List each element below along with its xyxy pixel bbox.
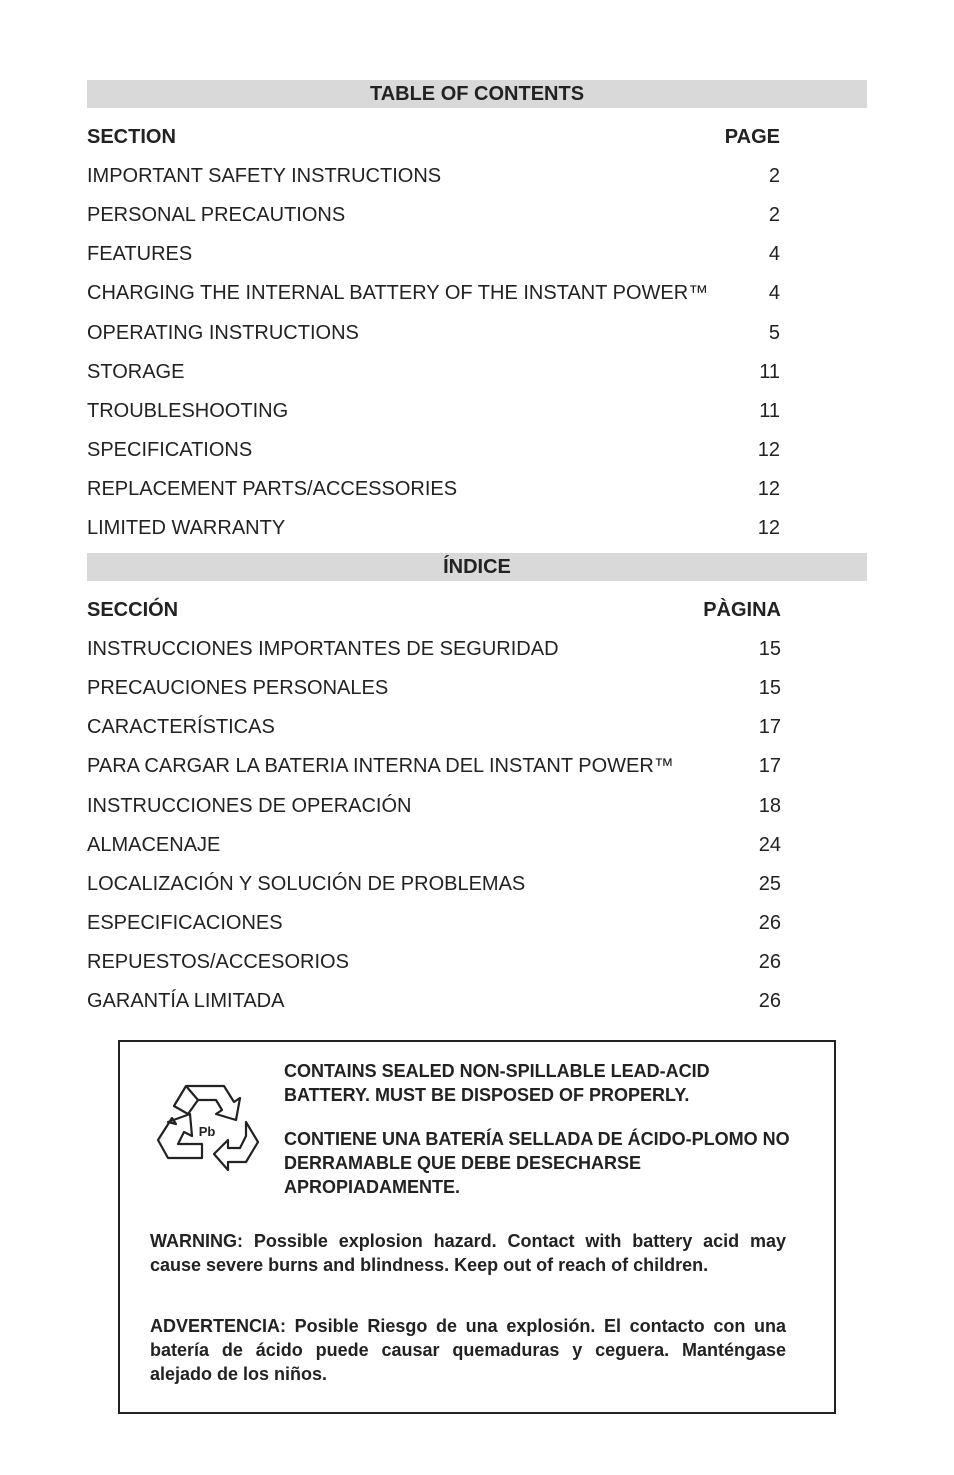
toc-entry-page: 12	[757, 516, 780, 539]
toc-entry-page: 17	[758, 716, 781, 739]
toc-entry-page: 24	[758, 833, 781, 856]
toc-entry[interactable]	[87, 392, 780, 431]
toc-entry-label: GARANTÍA LIMITADA	[87, 989, 285, 1012]
toc-header-row	[87, 118, 780, 157]
toc-entry-label: LOCALIZACIÓN Y SOLUCIÓN DE PROBLEMAS	[87, 872, 526, 895]
toc-entry-label: ALMACENAJE	[87, 833, 221, 856]
toc-entry-page: 4	[768, 243, 780, 266]
toc-entry-label: OPERATING INSTRUCTIONS	[87, 321, 359, 344]
toc-entry-page: 15	[758, 638, 781, 661]
toc-entry-label: CHARGING THE INTERNAL BATTERY OF THE INSTANT POWER™	[87, 282, 709, 305]
toc-entry-label: STORAGE	[87, 360, 185, 383]
toc-entry-page: 11	[759, 360, 780, 383]
toc-entry-page: 26	[758, 989, 781, 1012]
toc-entry[interactable]	[87, 630, 781, 669]
toc-entry-page: 12	[757, 477, 780, 500]
toc-entry-label: REPUESTOS/ACCESORIOS	[87, 950, 349, 973]
toc-entry-page: 12	[757, 438, 780, 461]
toc-list-es	[87, 591, 781, 1021]
toc-entry[interactable]	[87, 982, 781, 1021]
toc-entry-page: 17	[758, 755, 781, 778]
toc-entry[interactable]	[87, 431, 780, 470]
toc-entry[interactable]	[87, 669, 781, 708]
toc-entry[interactable]	[87, 157, 780, 196]
toc-entry[interactable]	[87, 196, 780, 235]
toc-entry-label: PRECAUCIONES PERSONALES	[87, 677, 389, 700]
section-column-header: SECCIÓN	[87, 599, 179, 622]
toc-entry[interactable]	[87, 826, 781, 865]
page-column-header: PAGE	[724, 126, 780, 149]
toc-header-row	[87, 591, 781, 630]
toc-entry[interactable]	[87, 313, 780, 352]
battery-notice-en: CONTAINS SEALED NON-SPILLABLE LEAD-ACID BATTERY. MUST BE DISPOSED OF PROPERLY.	[284, 1061, 710, 1105]
toc-entry-page: 26	[758, 950, 781, 973]
toc-entry-label: PERSONAL PRECAUTIONS	[87, 204, 346, 227]
toc-entry[interactable]	[87, 470, 780, 509]
toc-entry-label: CARACTERÍSTICAS	[87, 716, 275, 739]
toc-entry-label: REPLACEMENT PARTS/ACCESSORIES	[87, 477, 458, 500]
battery-warning-box	[118, 1040, 836, 1414]
toc-entry-label: IMPORTANT SAFETY INSTRUCTIONS	[87, 165, 442, 188]
toc-entry-page: 26	[758, 911, 781, 934]
toc-entry[interactable]	[87, 353, 780, 392]
page-column-header: PÀGINA	[703, 599, 781, 622]
toc-list-en	[87, 118, 780, 548]
pb-symbol: Pb	[198, 1124, 216, 1139]
toc-entry-page: 2	[768, 165, 780, 188]
toc-entry-page: 15	[758, 677, 781, 700]
toc-entry-label: INSTRUCCIONES IMPORTANTES DE SEGURIDAD	[87, 638, 559, 661]
toc-entry[interactable]	[87, 708, 781, 747]
toc-entry[interactable]	[87, 865, 781, 904]
toc-entry[interactable]	[87, 235, 780, 274]
toc-entry-label: INSTRUCCIONES DE OPERACIÓN	[87, 794, 412, 817]
toc-entry-label: ESPECIFICACIONES	[87, 911, 283, 934]
toc-entry[interactable]	[87, 747, 781, 786]
toc-entry-page: 18	[758, 794, 781, 817]
warning-en: WARNING: Possible explosion hazard. Contact with battery acid may cause severe burns and blindness. Keep out of reach of children.	[150, 1231, 786, 1275]
toc-entry-label: SPECIFICATIONS	[87, 438, 253, 461]
toc-entry-label: PARA CARGAR LA BATERIA INTERNA DEL INSTANT POWER™	[87, 755, 674, 778]
toc-entry-label: TROUBLESHOOTING	[87, 399, 289, 422]
toc-entry-page: 4	[768, 282, 780, 305]
recycle-icon	[154, 1078, 260, 1178]
toc-entry[interactable]	[87, 509, 780, 548]
toc-entry-label: FEATURES	[87, 243, 193, 266]
toc-entry[interactable]	[87, 904, 781, 943]
toc-entry-page: 25	[758, 872, 781, 895]
section-column-header: SECTION	[87, 126, 176, 149]
toc-entry[interactable]	[87, 274, 780, 313]
toc-entry-page: 5	[768, 321, 780, 344]
toc-entry-page: 2	[768, 204, 780, 227]
index-title: ÍNDICE	[87, 553, 867, 581]
battery-notice-es: CONTIENE UNA BATERÍA SELLADA DE ÁCIDO-PLOMO NO DERRAMABLE QUE DEBE DESECHARSE APROPIADAMENTE.	[284, 1129, 790, 1197]
warning-es: ADVERTENCIA: Posible Riesgo de una explosión. El contacto con una batería de ácido puede causar quemaduras y ceguera. Manténgase alejado de los niños.	[150, 1316, 786, 1384]
toc-entry-label: LIMITED WARRANTY	[87, 516, 286, 539]
toc-entry[interactable]	[87, 786, 781, 825]
toc-entry[interactable]	[87, 943, 781, 982]
toc-title: TABLE OF CONTENTS	[87, 80, 867, 108]
toc-entry-page: 11	[759, 399, 780, 422]
